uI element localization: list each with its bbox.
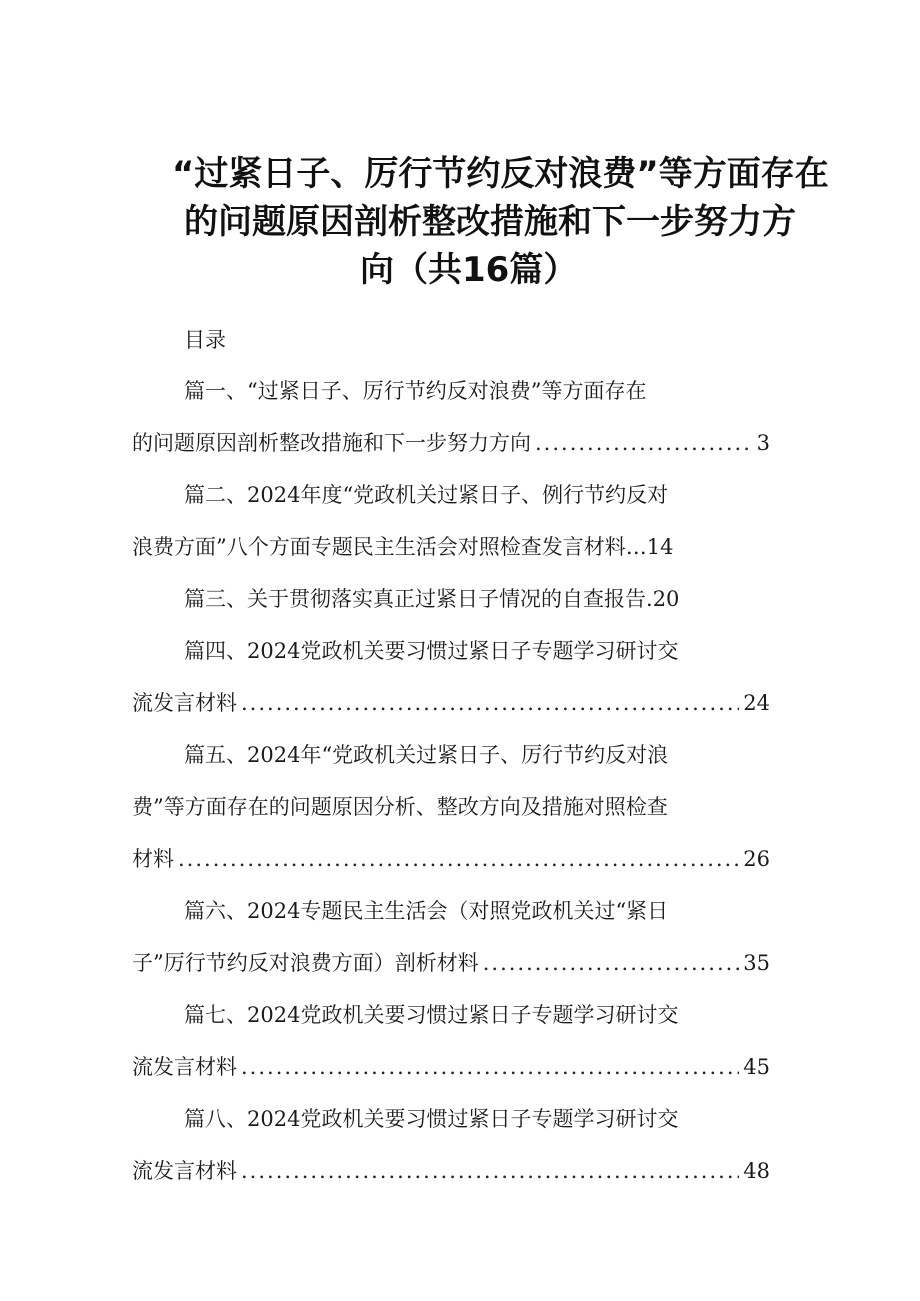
toc-entry-8-line-2[interactable] <box>132 1156 770 1186</box>
dot-leader <box>483 948 740 978</box>
toc-page-number: 3 <box>756 431 770 455</box>
toc-entry-8-line-1[interactable]: 篇八、2024党政机关要习惯过紧日子专题学习研讨交 <box>184 1107 679 1131</box>
toc-entry-text: 的问题原因剖析整改措施和下一步努力方向 <box>132 431 531 455</box>
document-title <box>150 150 829 294</box>
toc-entry-5-line-1[interactable]: 篇五、2024年“党政机关过紧日子、厉行节约反对浪 <box>184 743 669 767</box>
toc-entry-text: 子”厉行节约反对浪费方面）剖析材料 <box>132 951 479 975</box>
toc-entry-2-line-1[interactable]: 篇二、2024年度“党政机关过紧日子、例行节约反对 <box>184 483 669 507</box>
toc-entry-text: 材料 <box>132 847 174 871</box>
toc-entry-1-line-1[interactable]: 篇一、“过紧日子、厉行节约反对浪费”等方面存在 <box>184 379 647 403</box>
dot-leader <box>241 688 739 718</box>
dot-leader <box>241 1156 739 1186</box>
toc-entry-4-line-1[interactable]: 篇四、2024党政机关要习惯过紧日子专题学习研讨交 <box>184 639 679 663</box>
toc-entry-7-line-2[interactable] <box>132 1052 770 1082</box>
toc-entry-5-line-2[interactable]: 费”等方面存在的问题原因分析、整改方向及措施对照检查 <box>132 795 668 819</box>
toc-heading: 目录 <box>184 328 226 352</box>
toc-page-number: 45 <box>743 1055 770 1079</box>
toc-page-number: 48 <box>743 1159 770 1183</box>
dot-leader <box>178 844 739 874</box>
title-line-2: 的问题原因剖析整改措施和下一步努力方 <box>184 202 796 242</box>
toc-entry-1-line-2[interactable] <box>132 428 770 458</box>
toc-entry-3-line-1[interactable] <box>132 584 770 614</box>
toc-entry-5-line-3[interactable] <box>132 844 770 874</box>
toc-page-number: 14 <box>646 535 674 559</box>
toc-entry-7-line-1[interactable]: 篇七、2024党政机关要习惯过紧日子专题学习研讨交 <box>184 1003 679 1027</box>
toc-entry-text: 流发言材料 <box>132 1159 237 1183</box>
dot-leader <box>241 1052 739 1082</box>
toc-entry-4-line-2[interactable] <box>132 688 770 718</box>
title-line-1: “过紧日子、厉行节约反对浪费”等方面存在 <box>172 154 829 194</box>
title-line-3: 向（共16篇） <box>360 250 578 290</box>
toc-page-number: 24 <box>743 691 770 715</box>
toc-page-number: 26 <box>743 847 770 871</box>
toc-entry-6-line-2[interactable] <box>132 948 770 978</box>
toc-page-number: 35 <box>743 951 770 975</box>
toc-page-number: 20 <box>652 587 680 611</box>
toc-entry-2-line-2[interactable] <box>132 532 770 562</box>
toc-entry-text: 浪费方面”八个方面专题民主生活会对照检查发言材料… <box>132 535 647 559</box>
toc-entry-text: 流发言材料 <box>132 691 237 715</box>
toc-entry-text: 篇三、关于贯彻落实真正过紧日子情况的自查报告. <box>184 587 653 611</box>
dot-leader <box>535 428 753 458</box>
toc-entry-text: 流发言材料 <box>132 1055 237 1079</box>
toc-entry-6-line-1[interactable]: 篇六、2024专题民主生活会（对照党政机关过“紧日 <box>184 899 669 923</box>
